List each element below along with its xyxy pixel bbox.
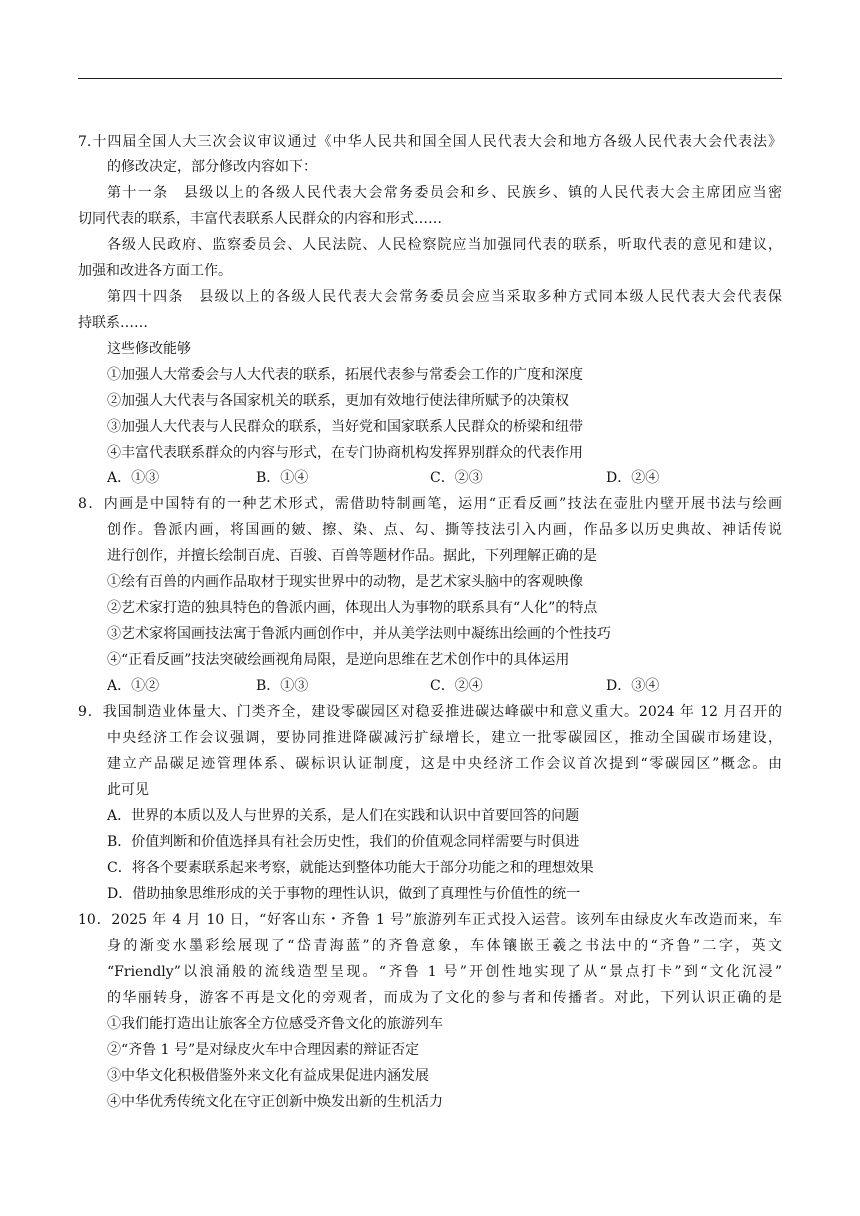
q7-item-2: ②加强人大代表与各国家机关的联系，更加有效地行使法律所赋予的决策权 xyxy=(107,393,569,409)
q7-article-11-para2-line-2: 加强和改进各方面工作。 xyxy=(78,263,232,279)
q7-article-11-para2-line-1: 各级人民政府、监察委员会、人民法院、人民检察院应当加强同代表的联系，听取代表的意见和建议， xyxy=(107,237,782,253)
q9-option-b: B．价值判断和价值选择具有社会历史性，我们的价值观念同样需要与时俱进 xyxy=(107,834,580,850)
q8-item-1: ①绘有百兽的内画作品取材于现实世界中的动物，是艺术家头脑中的客观映像 xyxy=(107,574,583,590)
q7-stem-line-1: 7.十四届全国人大三次会议审议通过《中华人民共和国全国人民代表大会和地方各级人民代表大会代表法》 xyxy=(78,134,782,150)
q9-stem-line-1: 9．我国制造业体量大、门类齐全，建设零碳园区对稳妥推进碳达峰碳中和意义重大。2024 年 12 月召开的 xyxy=(78,704,782,720)
q9-option-d: D．借助抽象思维形成的关于事物的理性认识，做到了真理性与价值性的统一 xyxy=(107,886,581,902)
q8-option-a: A．①② xyxy=(107,678,160,694)
q10-item-1: ①我们能打造出让旅客全方位感受齐鲁文化的旅游列车 xyxy=(107,1016,443,1032)
q9-option-c: C．将各个要素联系起来考察，就能达到整体功能大于部分功能之和的理想效果 xyxy=(107,860,594,876)
q10-stem-line-1: 10．2025 年 4 月 10 日，“好客山东・齐鲁 1 号”旅游列车正式投入运营。该列车由绿皮火车改造而来，车 xyxy=(78,912,782,928)
q7-option-a: A．①③ xyxy=(107,470,160,486)
q8-option-c: C．②④ xyxy=(430,678,483,694)
q8-item-4: ④“正看反画”技法突破绘画视角局限，是逆向思维在艺术创作中的具体运用 xyxy=(107,652,570,668)
q8-stem-line-1: 8．内画是中国特有的一种艺术形式，需借助特制画笔，运用“正看反画”技法在壶肚内壁开展书法与绘画 xyxy=(78,496,782,512)
q8-stem-line-2: 创作。鲁派内画，将国画的皴、擦、染、点、勾、撕等技法引入内画，作品多以历史典故、神话传说 xyxy=(107,522,782,538)
q10-item-3: ③中华文化积极借鉴外来文化有益成果促进内涵发展 xyxy=(107,1068,429,1084)
q10-stem-line-2: 身的渐变水墨彩绘展现了“岱青海蓝”的齐鲁意象，车体镶嵌王羲之书法中的“齐鲁”二字，英文 xyxy=(107,938,782,954)
q7-item-1: ①加强人大常委会与人大代表的联系，拓展代表参与常委会工作的广度和深度 xyxy=(107,367,583,383)
q10-item-4: ④中华优秀传统文化在守正创新中焕发出新的生机活力 xyxy=(107,1094,443,1110)
q9-stem-line-2: 中央经济工作会议强调，要协同推进降碳减污扩绿增长，建立一批零碳园区，推动全国碳市场建设， xyxy=(107,730,782,746)
q9-stem-line-3: 建立产品碳足迹管理体系、碳标识认证制度，这是中央经济工作会议首次提到“零碳园区”概念。由 xyxy=(107,756,782,772)
q7-article-44-line-1: 第四十四条 县级以上的各级人民代表大会常务委员会应当采取多种方式同本级人民代表大会代表保 xyxy=(107,289,782,305)
q7-question: 这些修改能够 xyxy=(107,341,191,357)
q10-stem-line-3: “Friendly”以浪涌般的流线造型呈现。“齐鲁 1 号”开创性地实现了从“景点打卡”到“文化沉浸” xyxy=(107,964,782,980)
q8-option-b: B．①③ xyxy=(256,678,309,694)
q7-option-d: D．②④ xyxy=(606,470,660,486)
q10-item-2: ②“齐鲁 1 号”是对绿皮火车中合理因素的辩证否定 xyxy=(107,1042,420,1058)
header-rule xyxy=(78,78,782,79)
q8-item-3: ③艺术家将国画技法寓于鲁派内画创作中，并从美学法则中凝练出绘画的个性技巧 xyxy=(107,626,611,642)
q7-item-3: ③加强人大代表与人民群众的联系，当好党和国家联系人民群众的桥梁和纽带 xyxy=(107,419,583,435)
q7-option-c: C．②③ xyxy=(430,470,483,486)
q8-option-d: D．③④ xyxy=(606,678,660,694)
q7-article-44-line-2: 持联系…… xyxy=(78,315,148,331)
q8-item-2: ②艺术家打造的独具特色的鲁派内画，体现出人为事物的联系具有“人化”的特点 xyxy=(107,600,598,616)
q8-stem-line-3: 进行创作，并擅长绘制百虎、百骏、百兽等题材作品。据此，下列理解正确的是 xyxy=(107,548,597,564)
q9-stem-line-4: 此可见 xyxy=(107,782,149,798)
q7-item-4: ④丰富代表联系群众的内容与形式，在专门协商机构发挥界别群众的代表作用 xyxy=(107,445,583,461)
q7-option-b: B．①④ xyxy=(256,470,309,486)
q7-article-11-line-1: 第十一条 县级以上的各级人民代表大会常务委员会和乡、民族乡、镇的人民代表大会主席团应当密 xyxy=(107,185,782,201)
q7-stem-line-2: 的修改决定，部分修改内容如下： xyxy=(107,159,317,175)
q9-option-a: A．世界的本质以及人与世界的关系，是人们在实践和认识中首要回答的问题 xyxy=(107,808,580,824)
q7-article-11-line-2: 切同代表的联系，丰富代表联系人民群众的内容和形式…… xyxy=(78,211,442,227)
q10-stem-line-4: 的华丽转身，游客不再是文化的旁观者，而成为了文化的参与者和传播者。对此，下列认识正确的是 xyxy=(107,990,782,1006)
